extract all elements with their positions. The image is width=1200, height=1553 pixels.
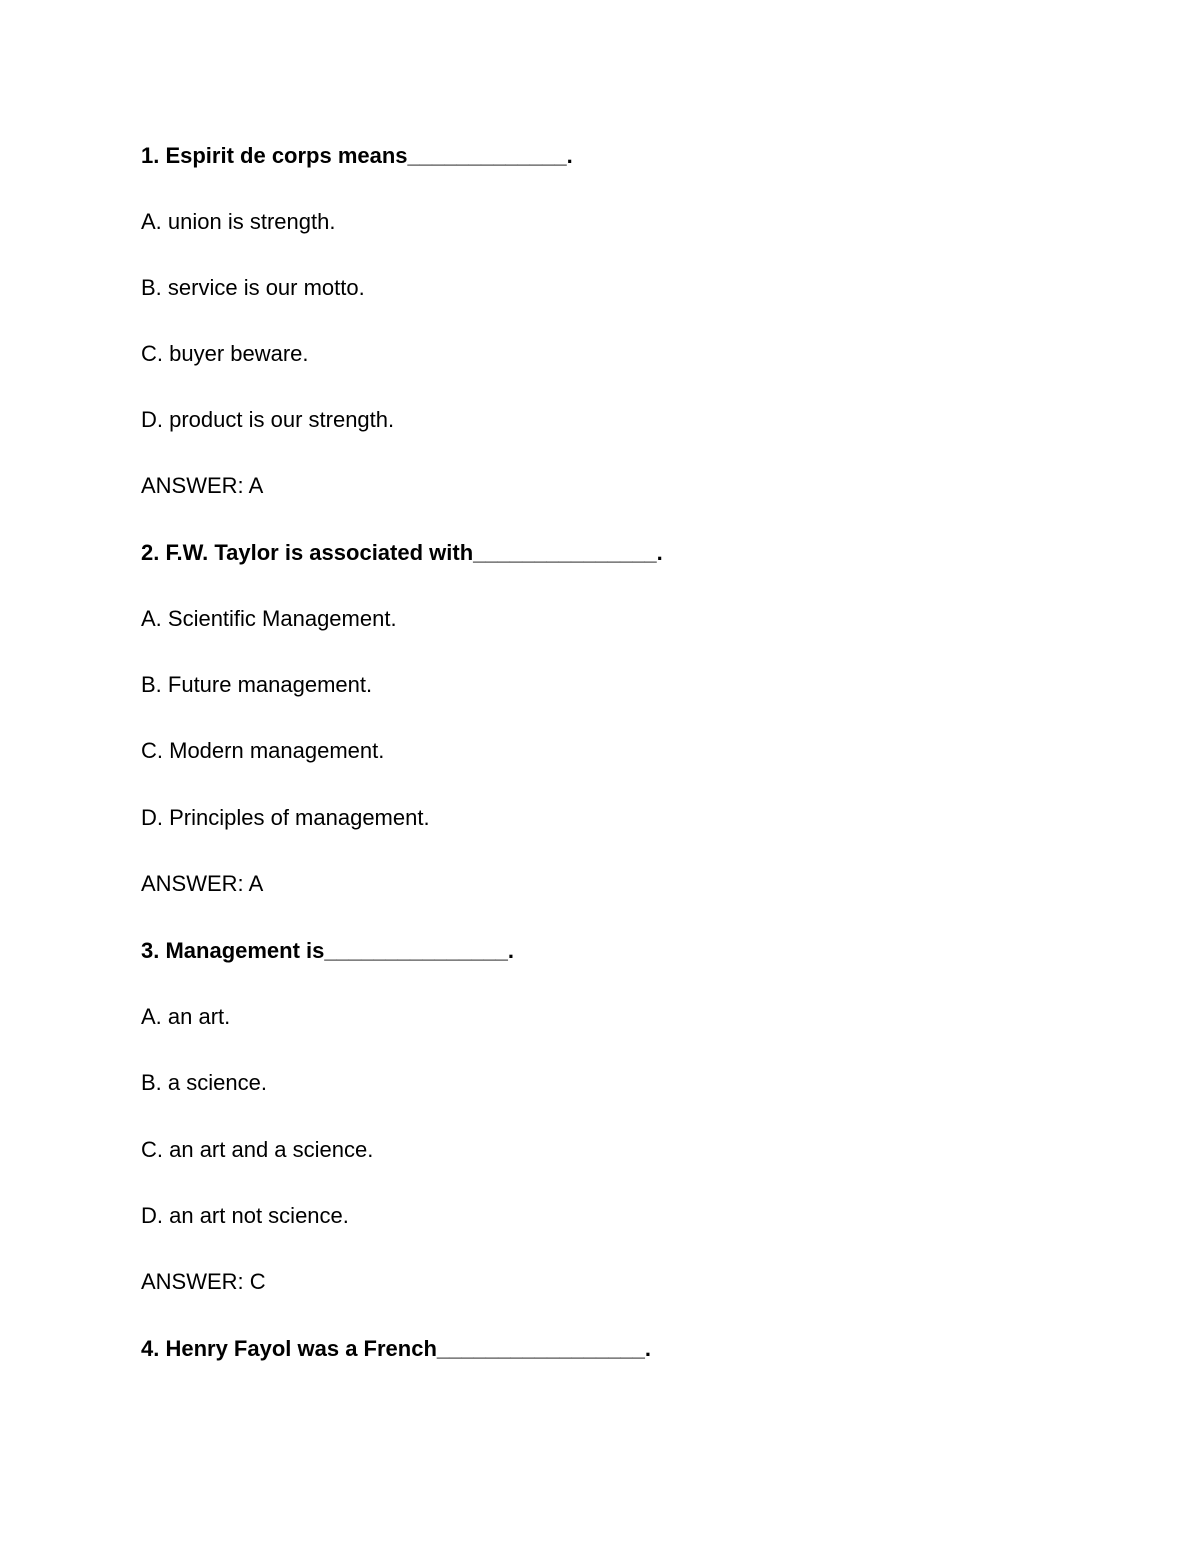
question-3-answer: ANSWER: C: [141, 1269, 266, 1294]
question-3-option-a: A. an art.: [141, 1004, 231, 1029]
question-1-option-a: A. union is strength.: [141, 209, 336, 234]
question-3-option-b: B. a science.: [141, 1070, 267, 1095]
question-4: 4. Henry Fayol was a French_________________.: [141, 1336, 652, 1361]
question-3-option-d: D. an art not science.: [141, 1203, 349, 1228]
question-2-option-d: D. Principles of management.: [141, 805, 430, 830]
question-1-option-b: B. service is our motto.: [141, 275, 365, 300]
question-1-option-c: C. buyer beware.: [141, 341, 309, 366]
question-3-option-c: C. an art and a science.: [141, 1137, 374, 1162]
question-2: 2. F.W. Taylor is associated with_______________.: [141, 540, 663, 565]
question-1: 1. Espirit de corps means_____________.: [141, 143, 573, 168]
question-3: 3. Management is_______________.: [141, 938, 515, 963]
question-2-answer: ANSWER: A: [141, 871, 264, 896]
question-1-answer: ANSWER: A: [141, 473, 264, 498]
question-1-option-d: D. product is our strength.: [141, 407, 395, 432]
question-2-option-c: C. Modern management.: [141, 738, 385, 763]
question-2-option-a: A. Scientific Management.: [141, 606, 397, 631]
question-2-option-b: B. Future management.: [141, 672, 373, 697]
